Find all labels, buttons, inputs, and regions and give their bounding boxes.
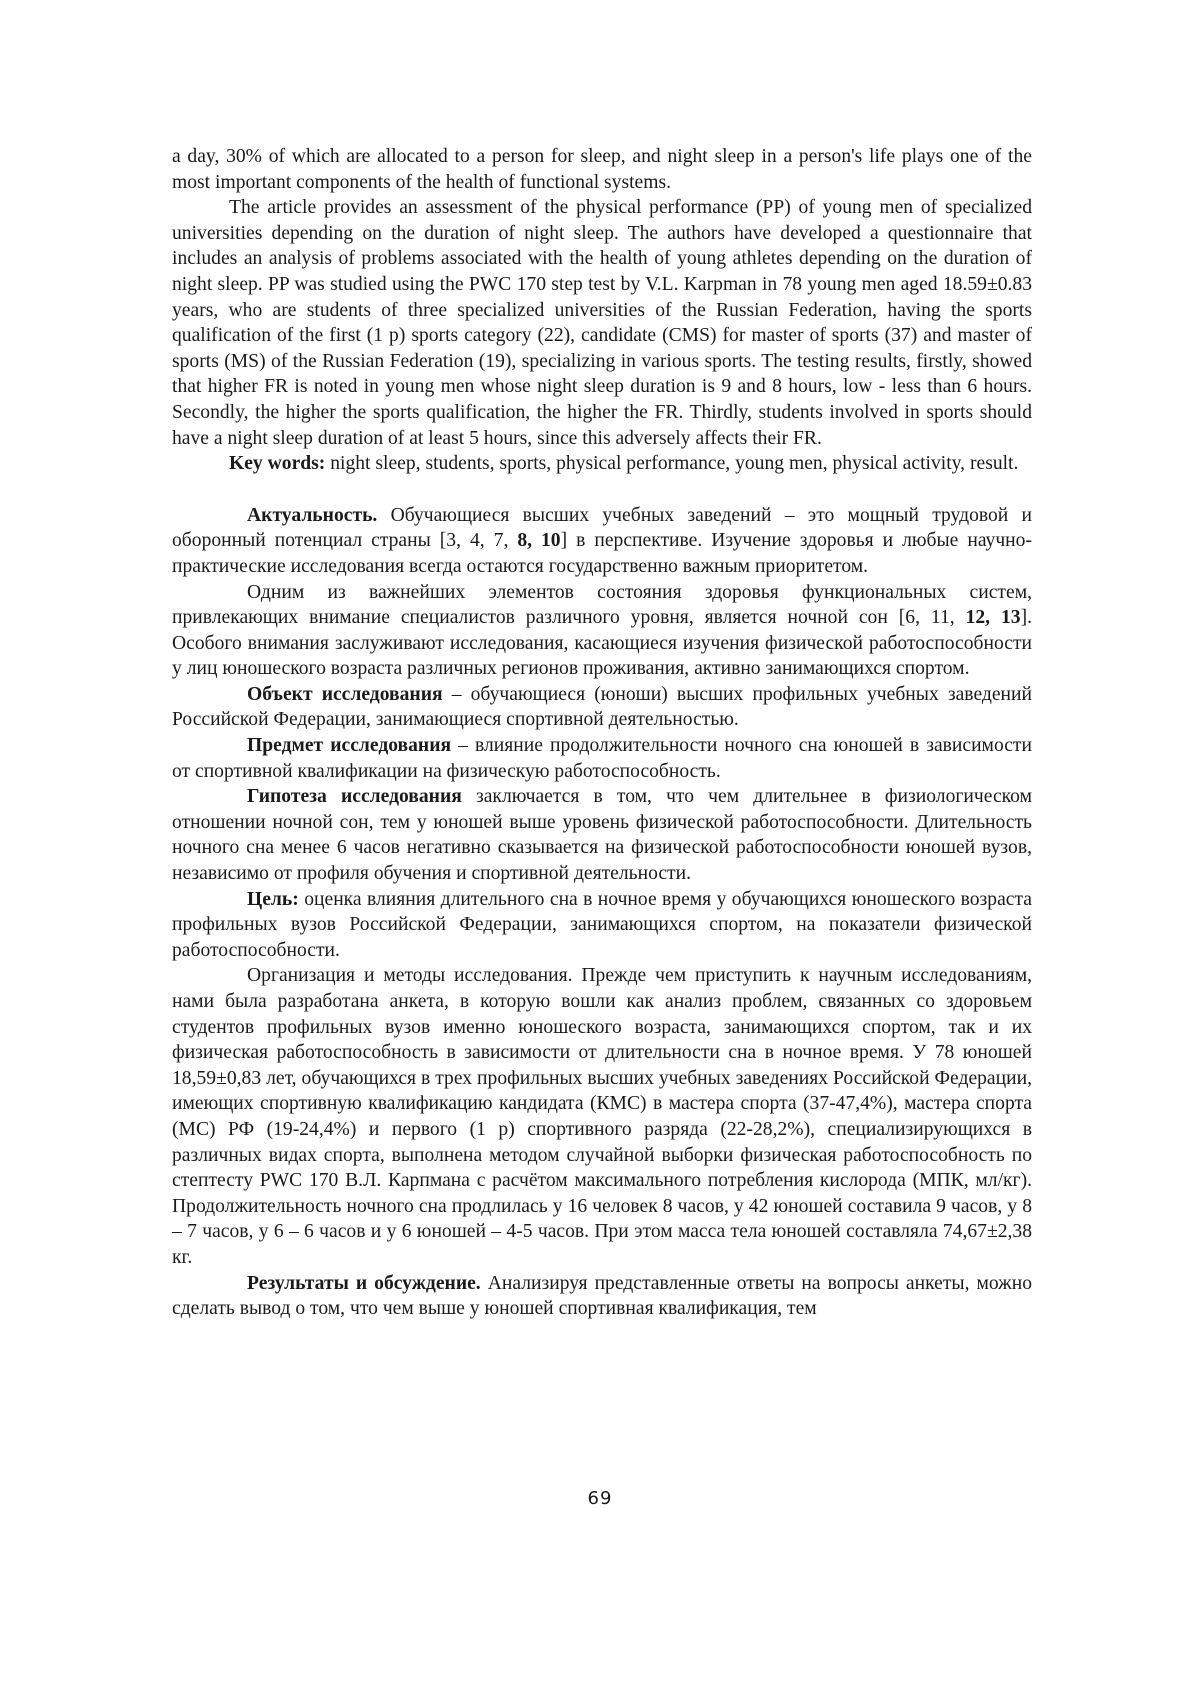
results-text: Анализируя представленные ответы на вопросы анкеты, можно сделать вывод о том, что чем выше у юношей спортивная квалификация, тем xyxy=(172,1272,1032,1320)
subject-paragraph xyxy=(172,733,1032,784)
hypothesis-text: заключается в том, что чем длительнее в физиологическом отношении ночной сон, тем у юношей выше уровень физической работоспособности. Длительность ночного сна менее 6 часов негативно сказывается на физической работоспособности юношей вузов, независимо от профиля обучения и спортивной деятельности. xyxy=(172,786,1032,885)
sleep-bold-refs: 12, 13 xyxy=(965,607,1021,629)
relevance-text-2: ] в перспективе. Изучение здоровья и любые научно-практические исследования всегда остаются государственно важным приоритетом. xyxy=(172,530,1032,577)
hypothesis-label: Гипотеза исследования xyxy=(247,786,462,808)
results-paragraph xyxy=(172,1271,1032,1322)
page-body xyxy=(172,144,1032,1322)
sleep-paragraph xyxy=(172,580,1032,682)
abstract-continuation: a day, 30% of which are allocated to a person for sleep, and night sleep in a person's life plays one of the most important components of the health of functional systems. xyxy=(172,146,1032,193)
keywords xyxy=(172,451,1032,477)
keywords-text: night sleep, students, sports, physical performance, young men, physical activity, result. xyxy=(325,453,1019,475)
page-number: 69 xyxy=(587,1488,613,1509)
methods-paragraph: Организация и методы исследования. Прежде чем приступить к научным исследованиям, нами была разработана анкета, в которую вошли как анализ проблем, связанных со здоровьем студентов профильных вузов именно юношеского возраста, занимающихся спортом, так и их физическая работоспособность в зависимости от длительности сна в ночное время. У 78 юношей 18,59±0,83 лет, обучающихся в трех профильных высших учебных заведениях Российской Федерации, имеющих спортивную квалификацию кандидата (КМС) в мастера спорта (37-47,4%), мастера спорта (МС) РФ (19-24,4%) и первого (1 р) спортивного разряда (22-28,2%), специализирующихся в различных видах спорта, выполнена методом случайной выборки физическая работоспособность по стептесту PWC 170 В.Л. Карпмана с расчётом максимального потребления кислорода (МПК, мл/кг). Продолжительность ночного сна продлилась у 16 человек 8 часов, у 42 юношей составила 9 часов, у 8 – 7 часов, у 6 – 6 часов и у 6 юношей – 4-5 часов. При этом масса тела юношей составляла 74,67±2,38 кг. xyxy=(172,965,1032,1268)
relevance-text-1: Обучающиеся высших учебных заведений – это мощный трудовой и оборонный потенциал страны [3, 4, 7, xyxy=(172,504,1032,552)
subject-text: – влияние продолжительности ночного сна юношей в зависимости от спортивной квалификации на физическую работоспособность. xyxy=(172,735,1032,782)
subject-label: Предмет исследования xyxy=(247,735,452,757)
relevance-paragraph xyxy=(172,503,1032,580)
goal-text: оценка влияния длительного сна в ночное время у обучающихся юношеского возраста профильных вузов Российской Федерации, занимающихся спортом, на показатели физической работоспособности. xyxy=(172,888,1032,961)
keywords-label: Key words: xyxy=(229,453,326,475)
abstract-paragraph: The article provides an assessment of the physical performance (PP) of young men of specialized universities depending on the duration of night sleep. The authors have developed a questionnaire that includes an analysis of problems associated with the health of young athletes depending on the duration of night sleep. PP was studied using the PWC 170 step test by V.L. Karpman in 78 young men aged 18.59±0.83 years, who are students of three specialized universities of the Russian Federation, having the sports qualification of the first (1 p) sports category (22), candidate (CMS) for master of sports (37) and master of sports (MS) of the Russian Federation (19), specializing in various sports. The testing results, firstly, showed that higher FR is noted in young men whose night sleep duration is 9 and 8 hours, low - less than 6 hours. Secondly, the higher the sports qualification, the higher the FR. Thirdly, students involved in sports should have a night sleep duration of at least 5 hours, since this adversely affects their FR. xyxy=(172,197,1032,449)
results-label: Результаты и обсуждение. xyxy=(247,1272,481,1294)
section-gap xyxy=(172,477,1032,503)
sleep-text-1: Одним из важнейших элементов состояния здоровья функциональных систем, привлекающих внимание специалистов различного уровня, является ночной сон [6, 11, xyxy=(172,581,1032,629)
object-paragraph xyxy=(172,682,1032,733)
hypothesis-paragraph xyxy=(172,784,1032,886)
sleep-text-2: ]. Особого внимания заслуживают исследования, касающиеся изучения физической работоспособности у лиц юношеского возраста различных регионов проживания, активно занимающихся спортом. xyxy=(172,607,1032,680)
object-label: Объект исследования xyxy=(247,683,443,705)
relevance-bold-refs: 8, 10 xyxy=(517,530,561,552)
relevance-label: Актуальность. xyxy=(247,504,378,526)
object-text: – обучающиеся (юноши) высших профильных учебных заведений Российской Федерации, занимающиеся спортивной деятельностью. xyxy=(172,683,1033,731)
goal-paragraph xyxy=(172,887,1032,964)
goal-label: Цель: xyxy=(247,888,299,910)
